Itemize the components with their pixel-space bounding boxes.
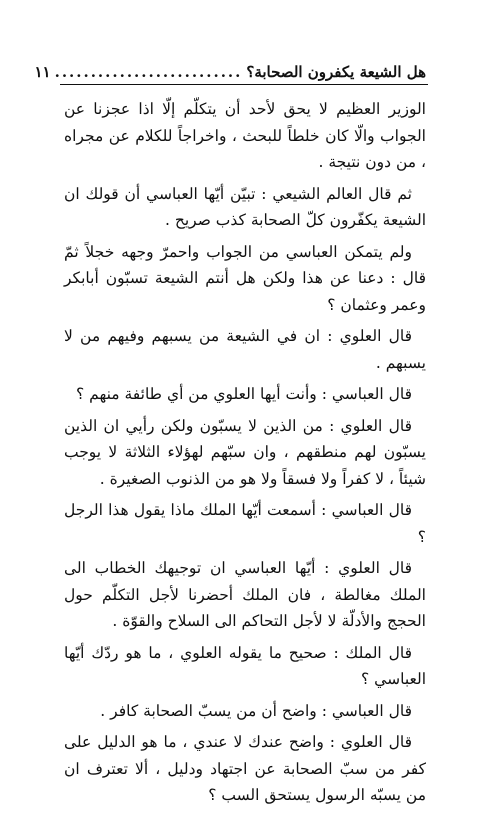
running-header bbox=[34, 60, 426, 82]
paragraph: قال العباسي : واضح أن من يسبّ الصحابة كافر . bbox=[100, 701, 412, 720]
paragraph: قال العباسي : أسمعت أيّها الملك ماذا يقول هذا الرجل ؟ bbox=[64, 501, 426, 546]
paragraph: قال الملك : صحيح ما يقوله العلوي ، ما هو ردّك أيّها العباسي ؟ bbox=[64, 643, 426, 688]
page-number: ١١ bbox=[34, 63, 51, 81]
paragraph: قال العلوي : واضح عندك لا عندي ، ما هو الدليل على كفر من سبّ الصحابة عن اجتهاد ودليل ، ألا تعترف ان من يسبّه الرسول يستحق السب ؟ bbox=[64, 733, 426, 804]
paragraph: قال العلوي : من الذين لا يسبّون ولكن رأيي ان الذين يسبّون لهم منطقهم ، وان سبّهم لهؤلاء الثلاثة لا يوجب شيئاً ، لا كفراً ولا فسقاً ولا هو من الذنوب الصغيرة . bbox=[64, 416, 426, 488]
paragraph: قال العباسي : وأنت أيها العلوي من أي طائفة منهم ؟ bbox=[75, 385, 412, 403]
paragraph: قال العلوي : ان في الشيعة من يسبهم وفيهم من لا يسبهم . bbox=[64, 327, 426, 372]
paragraph: ولم يتمكن العباسي من الجواب واحمرّ وجهه خجلاً ثمّ قال : دعنا عن هذا ولكن هل أنتم الشيعة تسبّون أبابكر وعمر وعثمان ؟ bbox=[64, 242, 426, 314]
header-leader-dots: .......................... bbox=[54, 63, 243, 81]
paragraph: ثم قال العالم الشيعي : تبيّن أيّها العباسي أن قولك ان الشيعة يكفّرون كلّ الصحابة كذب صريح . bbox=[64, 184, 426, 229]
header-title: هل الشيعة يكفرون الصحابة؟ bbox=[246, 63, 426, 81]
body-text bbox=[64, 96, 426, 814]
header-rule bbox=[60, 84, 428, 85]
paragraph: الوزير العظيم لا يحق لأحد أن يتكلّم إلّا اذا عجزنا عن الجواب والّا كان خلطاً للبحث ، واخراجاً للكلام عن مجراه ، من دون نتيجة . bbox=[64, 100, 426, 171]
paragraph: قال العلوي : أيّها العباسي ان توجيهك الخطاب الى الملك مغالطة ، فان الملك أحضرنا لأجل التكلّم حول الحجج والأدلّة لا لأجل التحاكم الى السلاح والقوّة . bbox=[64, 559, 426, 630]
